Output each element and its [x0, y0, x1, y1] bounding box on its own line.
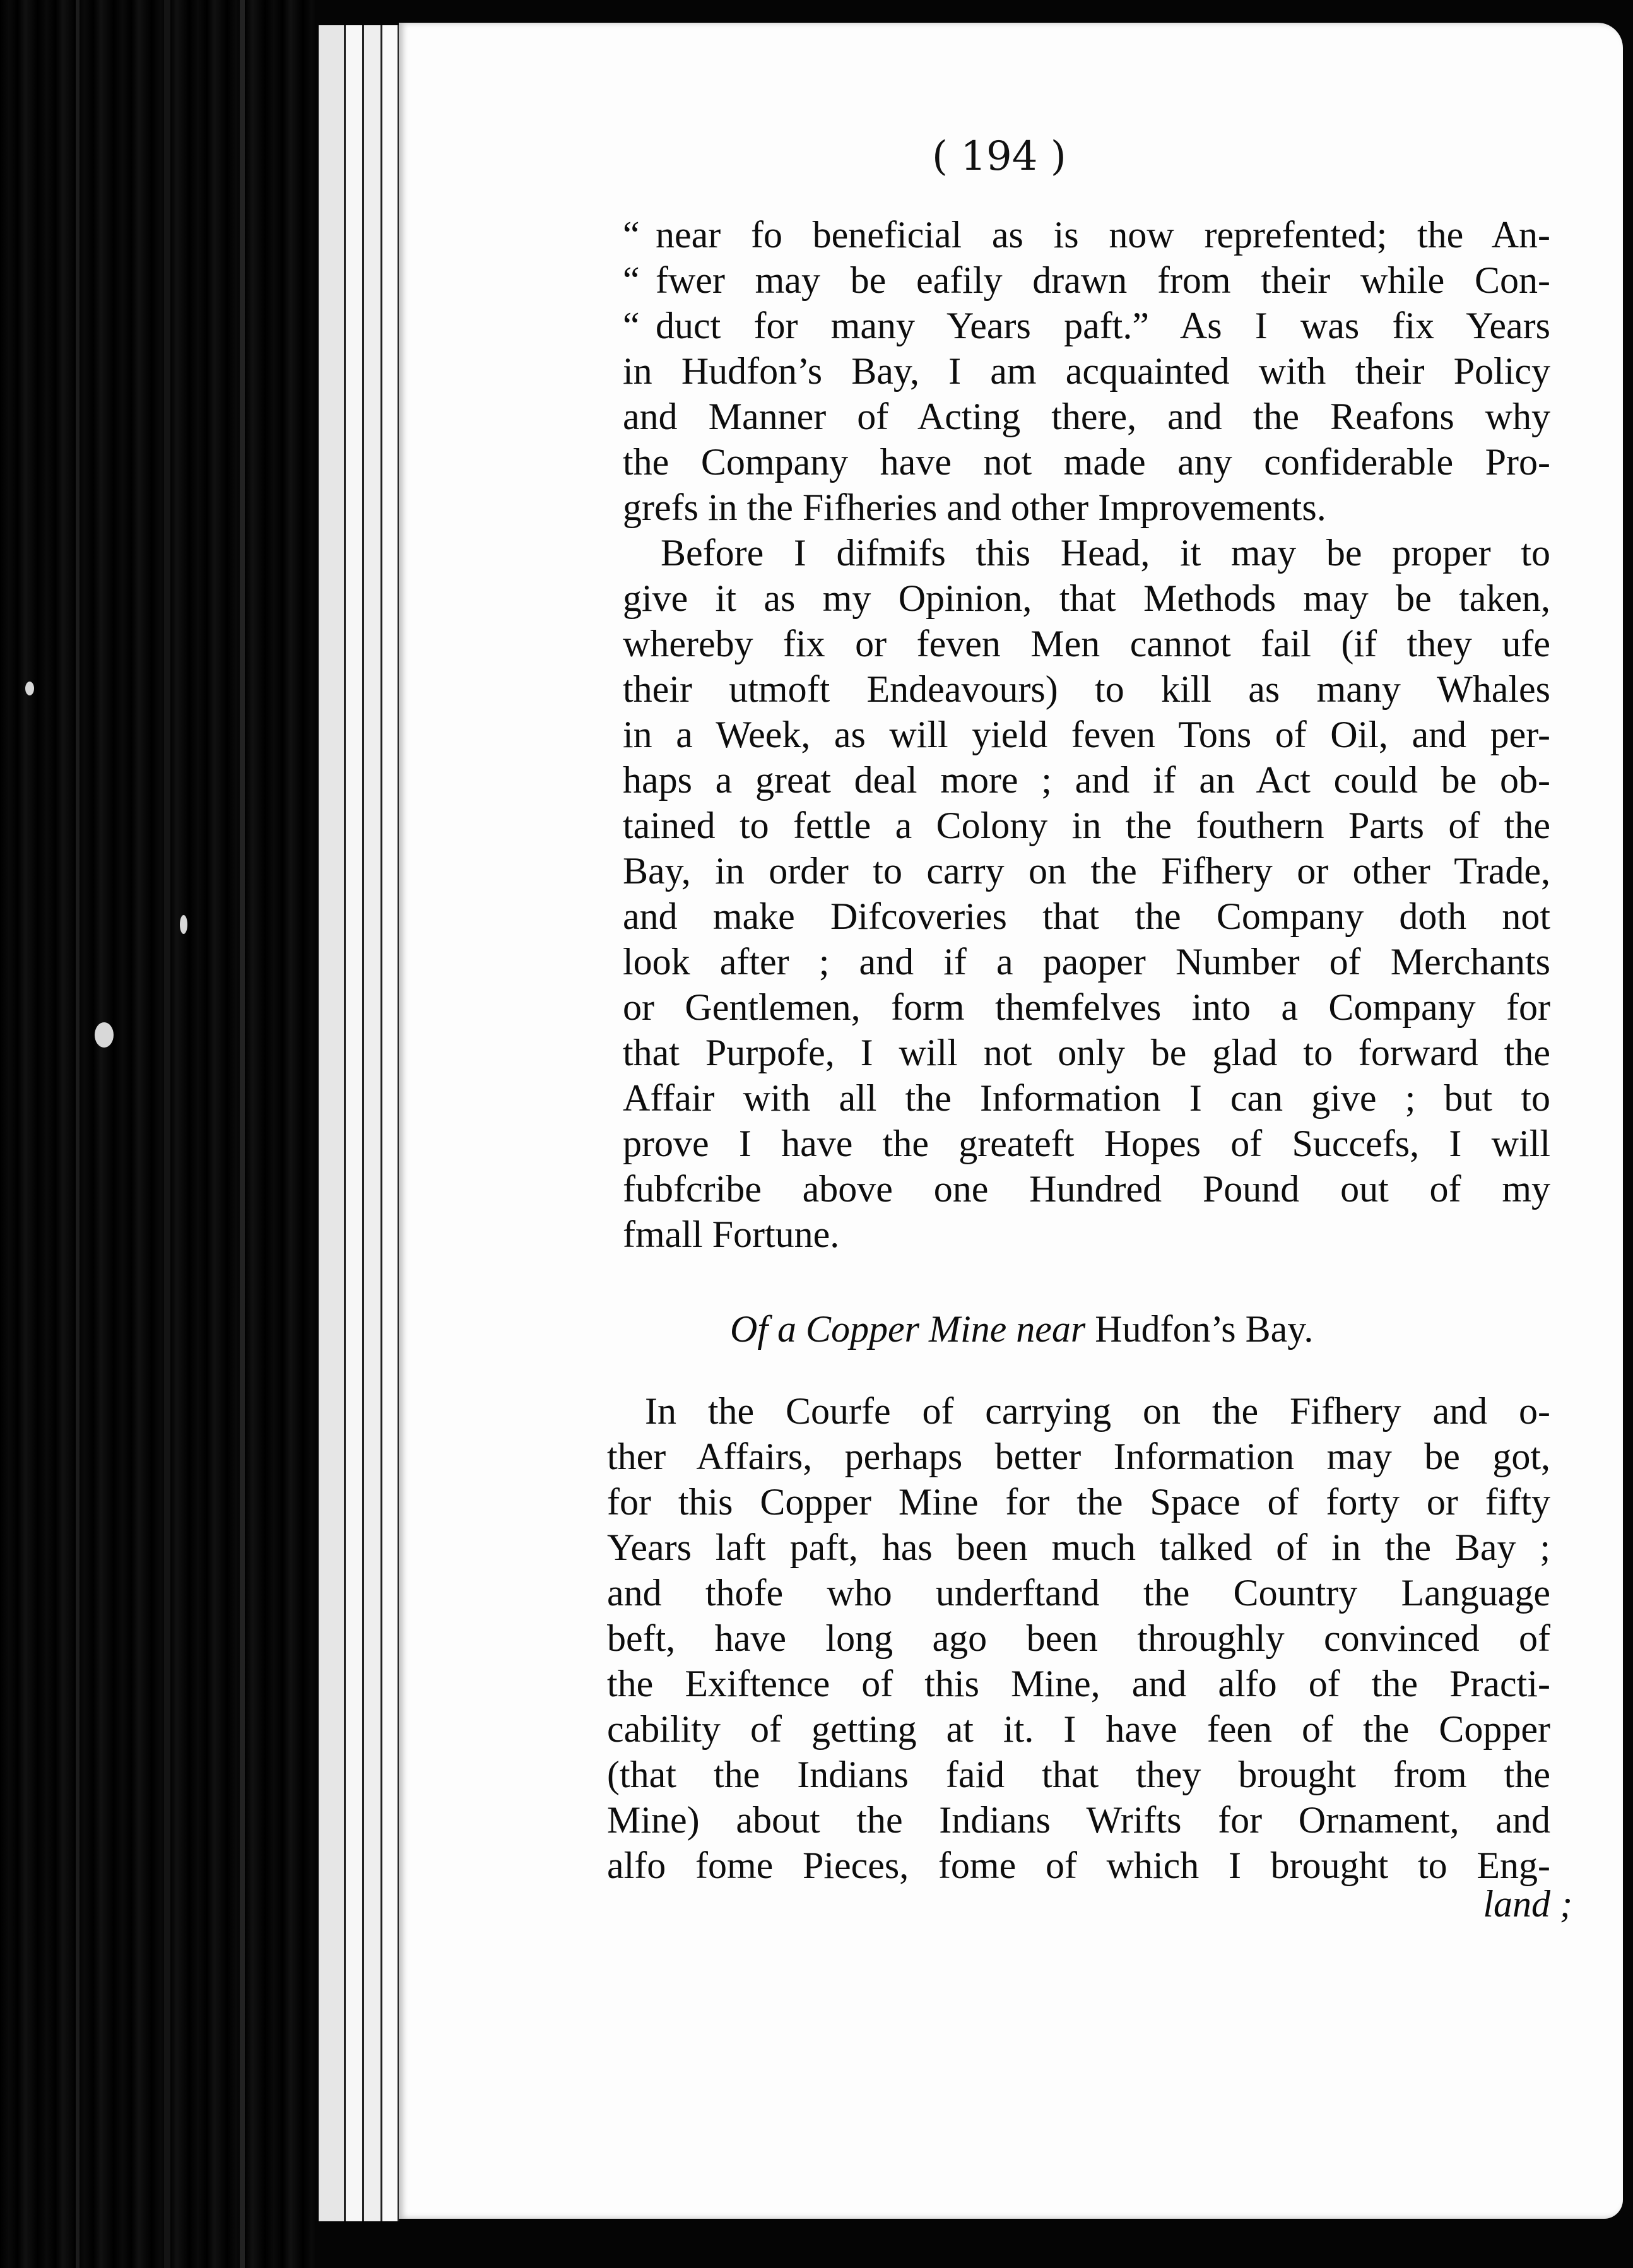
spine-fold	[240, 0, 245, 2268]
catchword: land ;	[1483, 1883, 1572, 1925]
text-line	[607, 1388, 1550, 1434]
line-text: in a Week, as will yield feven Tons of Oil, and per-	[623, 714, 1550, 755]
page-edge	[364, 25, 382, 2221]
line-text: beft, have long ago been throughly convinced of	[607, 1617, 1550, 1659]
line-text: fwer may be eafily drawn from their while Con-	[656, 259, 1550, 301]
text-line	[623, 803, 1550, 848]
page-edge	[382, 25, 399, 2221]
spine-fold	[164, 0, 170, 2268]
text-line	[623, 530, 1550, 576]
text-line	[623, 439, 1550, 485]
line-text: near fo beneficial as is now reprefented; the An-	[656, 214, 1550, 256]
line-text: Before I difmifs this Head, it may be proper to	[661, 532, 1550, 574]
line-text: Mine) about the Indians Wrifts for Ornament, and	[607, 1799, 1550, 1841]
line-text: the Company have not made any confiderable Pro-	[623, 441, 1550, 483]
page-number: ( 194 )	[932, 133, 1066, 180]
text-line	[623, 848, 1550, 894]
text-line	[607, 1479, 1550, 1525]
line-text: that Purpofe, I will not only be glad to forward the	[623, 1032, 1550, 1073]
text-line	[623, 1030, 1550, 1075]
text-line	[623, 621, 1550, 666]
text-line	[623, 1166, 1550, 1212]
text-line	[623, 757, 1550, 803]
line-text: cability of getting at it. I have feen of the Copper	[607, 1708, 1550, 1750]
line-text: fubfcribe above one Hundred Pound out of my	[623, 1168, 1550, 1210]
page-edge	[319, 25, 346, 2221]
line-text: the Exiftence of this Mine, and alfo of the Practi-	[607, 1663, 1550, 1704]
text-line	[623, 712, 1550, 757]
line-text: Years laft paft, has been much talked of in the Bay ;	[607, 1527, 1550, 1568]
text-line	[623, 394, 1550, 439]
text-line	[623, 1121, 1550, 1166]
line-text: alfo fome Pieces, fome of which I brought to Eng-	[607, 1845, 1550, 1886]
text-line	[607, 1706, 1550, 1752]
line-text: (that the Indians faid that they brought from the	[607, 1754, 1550, 1795]
spine-speck	[180, 915, 187, 934]
line-text: and make Difcoveries that the Company doth not	[623, 895, 1550, 937]
line-text: give it as my Opinion, that Methods may be taken,	[623, 577, 1550, 619]
line-text: duct for many Years paft.” As I was fix Years	[656, 305, 1550, 346]
page-sheet	[399, 23, 1623, 2219]
line-text: prove I have the greateft Hopes of Succefs, I will	[623, 1123, 1550, 1164]
spine-speck	[95, 1022, 114, 1048]
text-line	[623, 212, 1550, 257]
text-line	[623, 939, 1550, 984]
line-text: grefs in the Fifheries and other Improvements.	[623, 487, 1326, 528]
text-line	[607, 1797, 1550, 1843]
section-heading	[730, 1306, 1550, 1352]
book-spine	[0, 0, 315, 2268]
line-text: tained to fettle a Colony in the fouthern Parts of the	[623, 805, 1550, 846]
line-text: or Gentlemen, form themfelves into a Company for	[623, 986, 1550, 1028]
page-edge	[346, 25, 364, 2221]
line-text: look after ; and if a paoper Number of Merchants	[623, 941, 1550, 983]
text-line	[623, 257, 1550, 303]
text-line	[623, 984, 1550, 1030]
text-line	[623, 894, 1550, 939]
text-line	[623, 303, 1550, 348]
line-text: Bay, in order to carry on the Fifhery or other Trade,	[623, 850, 1550, 892]
spine-speck	[25, 682, 34, 695]
line-text: for this Copper Mine for the Space of forty or fifty	[607, 1481, 1550, 1523]
line-text: and thofe who underftand the Country Language	[607, 1572, 1550, 1614]
text-line	[607, 1434, 1550, 1479]
body-text-top	[623, 212, 1550, 1257]
line-text: their utmoft Endeavours) to kill as many Whales	[623, 668, 1550, 710]
text-line	[607, 1525, 1550, 1570]
quote-mark: “	[623, 305, 640, 346]
quote-mark: “	[623, 259, 640, 301]
text-line	[623, 1075, 1550, 1121]
text-line	[623, 485, 1550, 530]
text-line	[623, 666, 1550, 712]
spine-fold	[76, 0, 80, 2268]
quote-mark: “	[623, 214, 640, 256]
line-text: fmall Fortune.	[623, 1214, 840, 1255]
text-line	[623, 348, 1550, 394]
body-text-bottom	[607, 1388, 1550, 1888]
line-text: In the Courfe of carrying on the Fifhery and o-	[645, 1390, 1550, 1432]
line-text: Affair with all the Information I can give ; but to	[623, 1077, 1550, 1119]
text-line	[607, 1615, 1550, 1661]
line-text: and Manner of Acting there, and the Reafons why	[623, 396, 1550, 437]
line-text: whereby fix or feven Men cannot fail (if they ufe	[623, 623, 1550, 664]
line-text: haps a great deal more ; and if an Act could be ob-	[623, 759, 1550, 801]
text-line	[623, 1212, 1550, 1257]
line-text: in Hudfon’s Bay, I am acquainted with their Policy	[623, 350, 1550, 392]
text-line	[607, 1570, 1550, 1615]
text-line	[607, 1661, 1550, 1706]
line-text: ther Affairs, perhaps better Information may be got,	[607, 1436, 1550, 1477]
text-line	[623, 576, 1550, 621]
text-line	[607, 1752, 1550, 1797]
heading-italic: Of a Copper Mine near	[730, 1308, 1086, 1350]
heading-roman: Hudfon’s Bay.	[1095, 1308, 1314, 1350]
